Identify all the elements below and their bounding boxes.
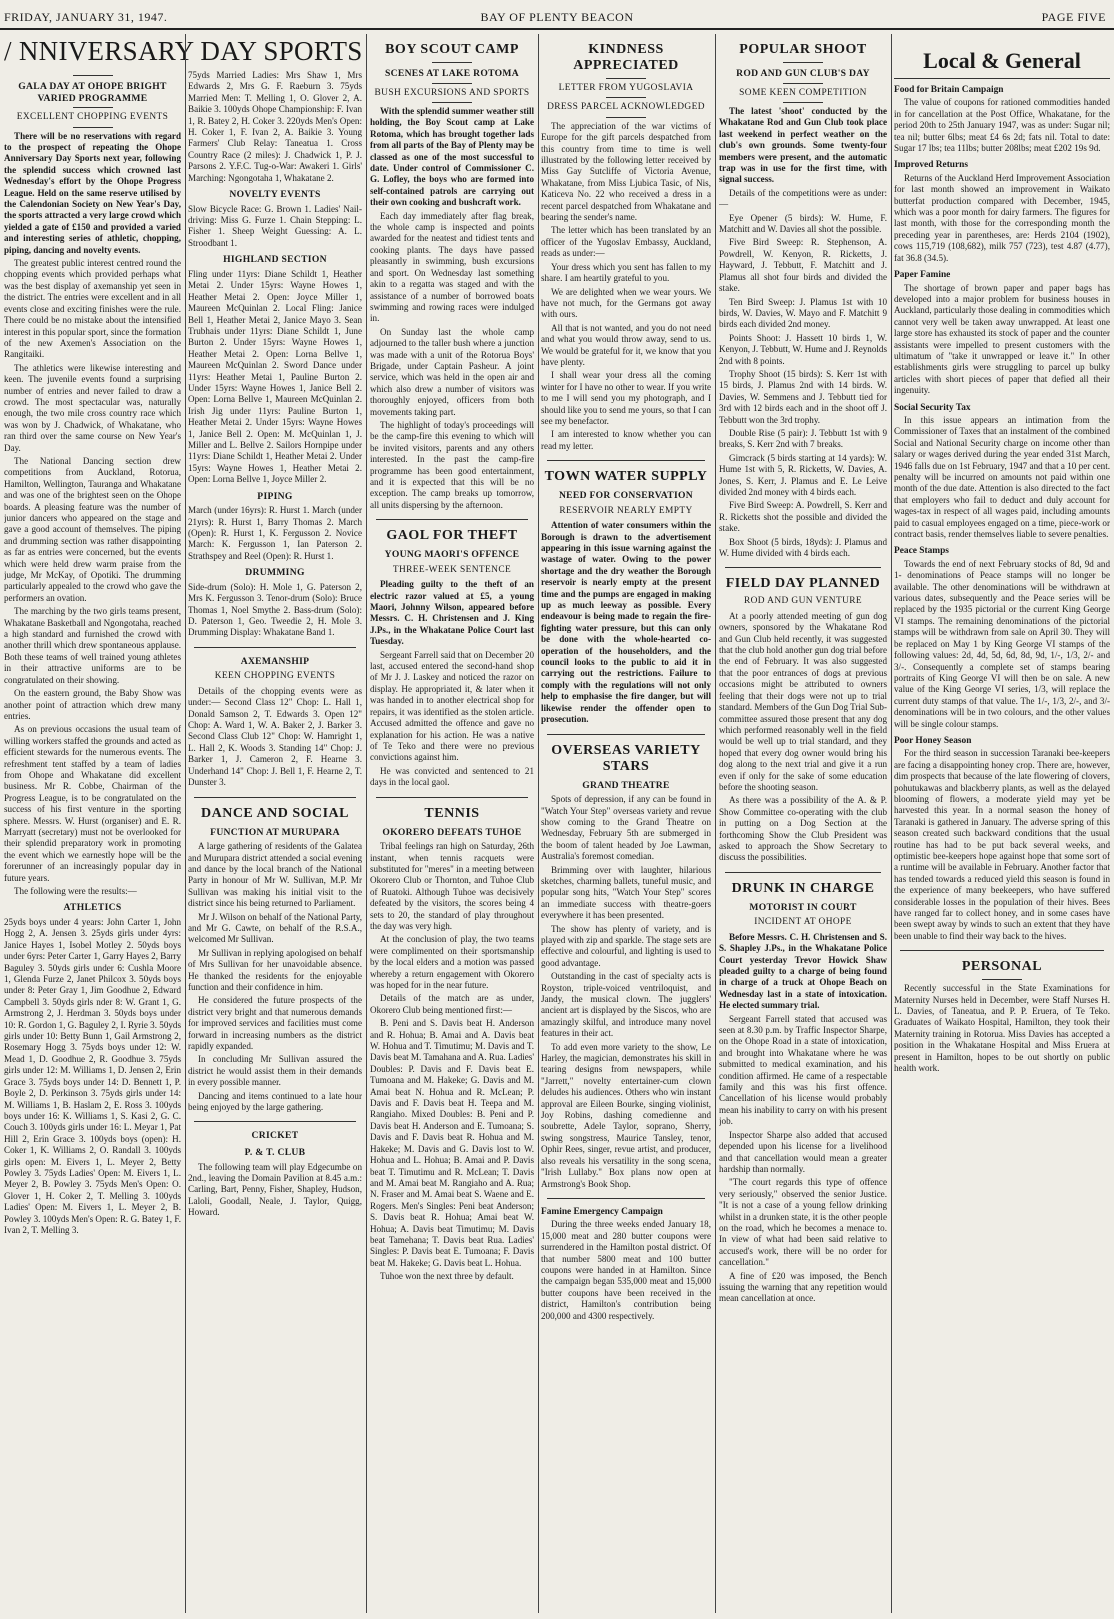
lake-rotoma-heading: SCENES AT LAKE ROTOMA [385,68,519,79]
paragraph: "The court regards this type of offence very seriously," observed the senior Justice. "It is not a case of a young fellow drinking whilst in a drunken state, it is the other people on the road, which he becomes a menace to. In view of what had been said relative to accused's work, there will be no order for cancellation." [719,1177,887,1268]
paragraph: I shall wear your dress all the coming winter for I have no other to wear. If you write to me I will send you my photograph, and I should like you to send me yours, so that I can see my benefactor. [541,370,711,426]
paragraph: At a poorly attended meeting of gun dog owners, sponsored by the Whakatane Rod and Gun Club held recently, it was suggested that the club hold another gun dog trial before the end of February. It was also suggested that the poor entrances of dogs at previous occasions might be attributed to owners feeling that their dogs were not up to trial standard. Members of the Gun Dog Trial Sub-committee assured those present that any dog which performed reasonably well in the field would be well up to trial standard, and they hoped that every dog owner would bring his dog along to the next trial and give it a run even if only for the sake of some education before the shooting season. [719,610,887,792]
paragraph: All that is not wanted, and you do not need and what you would throw away, send to us. We would be grateful for it, we know that you have plenty. [541,322,711,367]
paragraph: The value of coupons for rationed commodities handed in for cancellation at the Post Office, Whakatane, for the period 20th to 25th January 1947, was as under: Sugar nil; tea nil; butter 6lbs; meat £4 6s 2d; fats nil. Total to date: Sugar 17 lbs; tea 11lbs; butter 208lbs; meat £202 19s 9d. [894,97,1110,154]
personal-heading: PERSONAL [961,959,1043,975]
need-for-conservation-heading: NEED FOR CONSERVATION [558,490,694,502]
tennis-results: B. Peni and S. Davis beat H. Anderson and R. Hohua; B. Amai and A. Davis beat W. Hohua and T. Timutimu; M. Davis and T. Davis beat M. Tamahana and A. Rua. Ladies' Doubles: P. Davis and F. Davis beat E. Tumoana and M. Hakeke; G. Davis and M. Amai beat N. Hohua and R. McLean; P. Davis and F. Davis beat H. Teepa and M. Rangiaho. Mixed Doubles: B. Peni and P. Davis beat H. Anderson and E. Tumoana; S. Davis and F. Davis beat R. Hohua and M. Hakeke; M. Davis and G. Davis lost to W. Hohua and L. Hohua; B. Amai and P. Davis beat T. Timutimu and R. McLean; T. Davis and M. Amai beat M. Rangiaho and A. Rua; N. Fraser and M. Amai beat S. Waene and E. Rogers. Men's Singles: Peni beat Anderson; S. Davis beat R. Hohua; Amai beat W. Hohua; A. Davis beat Timutimu; M. Davis beat Tamehana; T. Davis beat Rua. Ladies' Singles: P. Davis beat E. Tumoana; F. Davis beat M. Hakeke; G. Davis beat L. Hohua. [370,1018,534,1268]
paragraph: Sergeant Farrell stated that accused was seen at 8.30 p.m. by Traffic Inspector Sharpe, on the Ohope Road in a state of intoxication, and brought into Whakatane where he was submitted to medical examination, and his condition affirmed. He came of a respectable family and this was his first offence. Cancellation of his license would probably mean his inability to carry on with his present job. [719,1013,887,1127]
column-5 [719,34,892,1613]
rod-and-gun-venture-heading: ROD AND GUN VENTURE [743,596,863,607]
paragraph: For the third season in succession Taranaki bee-keepers are facing a disappointing honey crop. There are, however, dim prospects that because of the late flowering of clovers, pohutukawas and blackberry plants, as well as the delayed blooming of flowers, a moderate yield may yet be harvested this year. In a normal season the honey of Taranaki is gathered in January. The adverse spring of this season created such backward conditions that the usual routine has had to be put back several weeks, and optimistic bee-keepers hope against hope that some sort of a runtime will be available in February. Another factor that has tended towards a reduced yield this season is found in the experience of many beekeepers, who have suffered considerable losses in the population of their hives. Bees have ranged far to collect honey, and in some cases have been swept away by winds to such an extent that they have been unable to find their way back to the hives. [894,748,1110,941]
grand-theatre-heading: GRAND THEATRE [582,779,670,791]
divider [432,83,472,84]
paragraph: Towards the end of next February stocks of 8d, 9d and 1- denominations of Peace stamps will no longer be available. The other denominations will be withdrawn at various dates, subsequently and the Peace series will be replaced by the 1935 pictorial or the current King George VI stamps. The remaining denominations of the pictorial stamps will be withdrawn from sale on April 30. They will be replaced on May 1 by King George VI stamps of the following values: 2d, 4d, 5d, 6d, 8d, 9d, 1/-, 1/3, 2/- and 3/-. Consequently a complete set of stamps bearing portraits of King George VI will then be on sale. A new value of the King George VI series, 1/3, will replace the current duty stamps of that value. The 1/-, 1/3, 2/-, and 3/- denominations will be in two colours, and the other values will be single colour stamps. [894,558,1110,729]
motorist-in-court-heading: MOTORIST IN COURT [749,901,857,913]
column-2 [188,34,367,1613]
anniversary-day-sports-title: / NNIVERSARY DAY SPORTS [4,36,363,66]
shoot-lead-paragraph: The latest 'shoot' conducted by the Whakatane Rod and Gun Club took place last weekend in perfect weather on the club's own grounds. Some twenty-four members were present, and the automatic trap was in use for the first time, with signal success. [719,106,887,185]
paragraph: Outstanding in the cast of specialty acts is Royston, triple-voiced ventriloquist, and Jandy, the musical clown. The jugglers' ancient art is displayed by the Siscos, who are amazingly skilful, and introduce many novel features in their act. [541,971,711,1039]
divider [547,734,705,735]
novelty-events-heading: NOVELTY EVENTS [229,189,321,201]
paragraph: A large gathering of residents of the Galatea and Murupara district attended a social evening and dance by the local branch of the National Party in honour of Mr W. Sullivan, M.P. Mr Sullivan was making his initial visit to the district since his being returned to Parliament. [188,841,362,909]
highland-section-heading: HIGHLAND SECTION [223,254,327,266]
poor-honey-season-heading: Poor Honey Season [894,735,972,746]
dance-and-social-heading: DANCE AND SOCIAL [200,805,350,821]
divider [432,102,472,103]
divider [606,78,646,79]
paragraph: Tuhoe won the next three by default. [380,1271,514,1282]
kindness-appreciated-heading: KINDNESS APPRECIATED [573,42,679,73]
boy-scout-camp-heading: BOY SCOUT CAMP [385,42,519,57]
axemanship-results: Details of the chopping events were as under:— Second Class 12" Chop: L. Hall 1, Donald Samson 2, T. Edwards 3. Open 12" Chop: A. Ward 1, W. A. Baker 2, J. Barker 3. Second Class Club 12" Chop: W. Hamright 1, L. Hall 2, K. Woods 3. Standing 14" Chop: J. Barker 1, J. Cameron 2, F. Hearne 3. Underhand 14" Chop: J. Bell 1, F. Hearne 2, T. Dunster 3. [188,685,362,788]
paragraph: Points Shoot: J. Hassett 10 birds 1, W. Kenyon, J. Tebbutt, W. Hume and J. Reynolds 2nd with 8 points. [719,332,887,366]
divider [194,1121,356,1122]
letter-from-yugoslavia-heading: LETTER FROM YUGOSLAVIA [558,83,694,93]
drunk-lead-paragraph: Before Messrs. C. H. Christensen and S. S. Shapley J.Ps., in the Whakatane Police Court yesterday Trevor Howick Shaw pleaded guilty to a charge of being found in charge of a truck at Ohope Beach on Wednesday last in a state of intoxication. He elected summary trial. [719,931,887,1011]
divider [783,83,823,84]
divider [432,62,472,63]
axemanship-heading: AXEMANSHIP [240,655,310,667]
paragraph: The letter which has been translated by an officer of the Yugoslav Embassy, Auckland, reads as under:— [541,225,711,259]
paragraph: At the conclusion of play, the two teams were complimented on their sportsmanship by the local elders and a motion was passed whereby a return engagement with Okorero was hoped for in the near future. [370,934,534,990]
divider [73,107,113,108]
divider [606,97,646,98]
keen-competition-heading: SOME KEEN COMPETITION [739,87,867,98]
paragraph: Details of the competitions were as under:— [719,187,887,210]
field-day-planned-heading: FIELD DAY PLANNED [725,576,881,592]
divider [982,979,1022,980]
paragraph: The following team will play Edgecumbe on 2nd., leaving the Domain Pavilion at 8.45 a.m.: Carling, Bart, Penny, Fisher, Shapley, Hudson, Laloli, Goodall, Neale, J. Taylor, Quigg, Howard. [188,1161,362,1218]
scout-lead-paragraph: With the splendid summer weather still holding, the Boy Scout camp at Lake Rotoma, which has brought together lads from all parts of the Bay of Plenty may be classed as one of the most successful to date. Under control of Commissioner C. G. Lofley, the boys who are formed into self-contained patrols are carrying out their own cooking and bushcraft work. [370,106,534,208]
paragraph: We are delighted when we wear yours. We have not much, for the Germans got away with ours. [541,286,711,320]
gaol-lead-paragraph: Pleading guilty to the theft of an electric razor valued at £5, a young Maori, Johnny Wilson, appeared before Messrs. C. H. Christensen and J. King J.Ps., in the Whakatane Police Court last Tuesday. [370,579,534,647]
paragraph: Mr J. Wilson on behalf of the National Party, and Mr G. Cawte, on behalf of the R.S.A., welcomed Mr Sullivan. [188,911,362,945]
column-1 [4,34,186,1613]
divider [725,567,881,568]
divider [547,1198,705,1199]
paragraph: He was convicted and sentenced to 21 days in the local gaol. [370,765,534,788]
town-water-supply-heading: TOWN WATER SUPPLY [544,469,708,485]
paragraph: The greatest public interest centred round the chopping events which provided perhaps what was the best display of axemanship yet seen in the district. The entries were excellent and in all events close and exciting finishes were the rule. There could be no mistake about the intensified interest in this popular sport, since the formation of the new Axemen's Association on the Rangitaiki. [4,258,181,360]
paragraph: Five Bird Sweep: R. Stephenson, A. Powdrell, W. Kenyon, R. Ricketts, J. Hayward, J. Tebbutt, F. Matchitt and J. Plamus all shot four birds and divided the stake. [719,237,887,294]
drumming-heading: DRUMMING [245,567,305,579]
paragraph: On the eastern ground, the Baby Show was another point of attraction which drew many entries. [4,688,181,721]
paragraph: The show has plenty of variety, and is played with zip and sparkle. The stage sets are effective and colourful, and lighting is used to good advantage. [541,923,711,968]
paragraph: In this issue appears an intimation from the Commissioner of Taxes that an instalment of the combined Social and National Security charge on income other than salary or wages derived during the year ended 31st March, 1946 falls due on 1st February, 1947 and that a 10 per cent. penalty will be incurred on amounts not paid within one month of the due date. Attention is also directed to the fact that employers who fail to deduct and duly account for wages-tax in respect of all wages paid, including amounts paid to casual employees engaged on a time, piece-work or contract basis, render themselves liable to severe penalties. [894,414,1110,540]
sports-lead-paragraph: There will be no reservations with regard to the prospect of repeating the Ohope Anniversary Day Sports next year, following the splendid success which crowned last Wednesday's effort by the Ohope Progress League. Held on the same reserve utilised by the Calendonian Society on New Year's Day, the sports attracted a very large crowd which yielded a gate of £150 and provided a varied and interesting series of athletic, chopping, piping, dancing and novelty events. [4,130,181,255]
popular-shoot-heading: POPULAR SHOOT [739,42,867,57]
divider [376,519,528,520]
paragraph: Double Rise (5 pair): J. Tebbutt 1st with 9 breaks, S. Kerr 2nd with 7 breaks. [719,427,887,450]
paragraph: Five Bird Sweep: A. Powdrell, S. Kerr and R. Ricketts shot the possible and divided the stake. [719,500,887,534]
paragraph: Tribal feelings ran high on Saturday, 26th instant, when tennis racquets were substituted for "meres" in a meeting between Okorero Club or Thornton, and Tuhoe Club of Ruatoki. Although Tuhoe was decisively defeated by the visitors, the scores being 4 sets to 20, the standard of play throughout the day was very high. [370,841,534,931]
local-and-general-title: Local & General [894,48,1110,79]
divider [783,102,823,103]
paragraph: As on previous occasions the usual team of willing workers staffed the grounds and acted as efficient stewards for the numerous events. The refreshment tent staffed by a team of ladies from Ohope and Whakatane did excellent business. Mr R. Cobbe, Chairman of the Progress League, is to be congratulated on the success of his first venture in the sporting sphere. Messrs. W. Hurst (organiser) and E. R. Marryatt (secretary) must not be overlooked for their splendid preparatory work in promoting the event which we earnestly hope will be the forerunner of an increasingly popular day in future years. [4,724,181,883]
paragraph: Sergeant Farrell said that on December 20 last, accused entered the second-hand shop of Mr J. J. Laskey and noticed the razor on display. He appropriated it, & later when it was handed in to another electrical shop for repairs, it was identified as the stolen article. Accused admitted the offence and gave no explanation for his action. He was a native of Te Teko and there were no previous convictions against him. [370,649,534,763]
paragraph: The following were the results:— [14,886,137,896]
paragraph: Mr Sullivan in replying apologised on behalf of Mrs Sullivan for her unavoidable absence. He thanked the residents for the enjoyable function and their confidence in him. [188,947,362,992]
three-week-sentence-heading: THREE-WEEK SENTENCE [392,564,512,575]
paragraph: As there was a possibility of the A. & P. Show Committee co-operating with the club in putting on a Dog Section at the forthcoming Show the Club President was asked to approach the Show Secretary to discuss the possibilities. [719,795,887,863]
divider [194,647,356,648]
paragraph: The National Dancing section drew competitions from Auckland, Rotorua, Hamilton, Wellington, Tauranga and Whakatane and was one of the brightest seen on the Ohope boards. A pleasing feature was the number of junior dancers who appeared on the stage and gave a good account of themselves. The piping and drumming section was rather disappointing as far as entries were concerned, but the events which were held drew warm praise from the judge, Mr McKay, of Opotiki. The drumming particularly appealed to the crowd who gave the performers an ovation. [4,455,181,603]
paragraph: Spots of depression, if any can be found in "Watch Your Step" overseas variety and revue show coming to the Grand Theatre on Wednesday, February 5th are submerged in the boom of talent headed by Joe Lawman, Australia's foremost comedian. [541,794,711,862]
paragraph: Gimcrack (5 birds starting at 14 yards): W. Hume 1st with 5, R. Ricketts, W. Davies, A. Jones, S. Kerr, J. Plamus and E. Le Leive divided 2nd money with 4 birds each. [719,452,887,497]
keen-chopping-heading: KEEN CHOPPING EVENTS [214,671,336,682]
page-number: PAGE FIVE [1041,10,1106,24]
pt-club-heading: P. & T. CLUB [244,1147,306,1159]
improved-returns-heading: Improved Returns [894,160,969,171]
famine-campaign-heading: Famine Emergency Campaign [541,1206,663,1217]
athletics-results: 25yds boys under 4 years: John Carter 1, John Hogg 2, A. Jensen 3. 25yds girls under 4yrs: Janice Hayes 1, Isobel Motley 2. 50yds boys under 6yrs: Peter Carter 1, Garry Hayes 2, Barry Baguley 3. 50yds girls under 6: Cushla Moore 1, Glenda Furze 2, Janet Philcox 3. 50yds boys under 8: Peter Gray 1, Jim Goodhue 2, Edward Campbell 3. 50yds girls nder 8: W. Grant 1, G. Armstrong 2, J. Herdman 3. 50yds boys under 10: R. Gordon 1, G. Baguley 2, I. Ryrie 3. 50yds girls under 10: Betty Bunn 1, Gail Armstrong 2, Rosemary Hogg 3. 75yds boys under 12: W. Mead 1, D. Goodhue 2, R. Goodhue 3. 75yds girls under 12: M. Williams 1, D. Jensen 2, Erin Grace 3. 75yds boys under 14: D. Bennett 1, P. Boyle 2, D. Perkinson 3. 75yds girls under 14: M. Williams 1, B. Haslam 2, E. Ross 3. 100yds boys under 16: K. Williams 1, S. Kasi 2, G. C. Couch 3. 100yds girls under 16: L. Meyar 1, Pat Hill 2, Erin Grace 3. 100yds boys (open): H. Coker 1, K. Williams 2, O. Randall 3. 100yds girls open: M. Eivers 1, L. Meyer 2, Betty Powley 3. 75yds Ladies' Open: M. Eivers 1, L. Meyer 2, B. Powley 3. 75yds Men's Open: O. Glover 1, H. Coker 2, T. Melling 3. 100yds Ladies' Open: M. Eivers 1, L. Meyer 2, B. Powley 3. 100yds Men's Open: R. G. Batey 1, F. Ivan 2, T. Melling 3. [4,917,181,1235]
newspaper-name: BAY OF PLENTY BEACON [480,10,634,24]
paragraph: The marching by the two girls teams present, Whakatane Basketball and Ngongotaha, reached a high standard and furnished the crowd with another thrill which drew spontaneous applause. Both these teams of well trained young athletes in their attractive uniforms are to be congratulated on their showing. [4,606,181,685]
paragraph: Trophy Shoot (15 birds): S. Kerr 1st with 15 birds, J. Plamus 2nd with 14 birds. W. Davies, W. Semmens and J. Tebbutt tied for 3rd with 12 birds each and in the shoot off J. Tebbutt won the 3rd trophy. [719,368,887,425]
bush-excursions-heading: BUSH EXCURSIONS AND SPORTS [374,87,530,98]
column-3 [370,34,539,1613]
paragraph: Eye Opener (5 birds): W. Hume, F. Matchitt and W. Davies all shot the possible. [719,212,887,235]
paragraph: The shortage of brown paper and paper bags has developed into a major problem for business houses in Auckland, particularly those dealing in commodities which cannot very well be taken away unwrapped. At least one large store has exhausted its stock of paper and the counter assistants were impelled to present customers with the ultimatum of "take it unwrapped or leave it." In other establishments girls were struggling to parcel up bulky articles with short pieces of paper that defied all their ingenuity. [894,282,1110,396]
masthead [0,6,1114,30]
drumming-results: Side-drum (Solo): H. Mole 1, G. Paterson 2, Mrs K. Fergusson 3. Tenor-drum (Solo): Bruce Thomas 1, Noel Smythe 2. Bass-drum (Solo): D. Paterson 1, Geo. Tweedie 2, H. Mole 3. Drumming Display: Whakatane Band 1. [188,581,362,638]
gaol-for-theft-heading: GAOL FOR THEFT [386,528,518,544]
overseas-variety-stars-heading: OVERSEAS VARIETY STARS [551,742,701,774]
divider [725,872,881,873]
paragraph: In concluding Mr Sullivan assured the district he would assist them in their demands in every possible manner. [188,1054,362,1088]
paragraph: I am interested to know whether you can read my letter. [541,429,711,451]
issue-date: FRIDAY, JANUARY 31, 1947. [4,10,168,24]
paragraph: Returns of the Auckland Herd Improvement Association for last month showed an improvement in Waikato butterfat production compared with December, 1945, which was a poor month for dairy farmers. The figures for last month, with those for the corresponding month the preceding year in parentheses, are: Herds 2104 (1902), cows 115,719 (108,682), milk 757 (723), test 4.87 (4.77), fat 36.8 (34.5). [894,172,1110,263]
novelty-results: Slow Bicycle Race: G. Brown 1. Ladies' Nail-driving: Miss G. Furze 1. Chain Stepping: L. Fisher 1. Sheep Weight Guessing: A. L. Stroodbant 1. [188,203,362,248]
divider [606,117,646,118]
tennis-heading: TENNIS [424,805,480,821]
paragraph: Ten Bird Sweep: J. Plamus 1st with 10 birds, W. Davies, W. Mayo and F. Matchitt 9 birds each divided 2nd money. [719,296,887,330]
athletics-results-continued: 75yds Married Ladies: Mrs Shaw 1, Mrs Edwards 2, Mrs G. F. Raeburn 3. 75yds Married Men: T. Melling 1, O. Glover 2, A. Baikie 3. 100yds Ohope Championship: F. Ivan 1, R. Batey 2, H. Coker 3. 220yds Men's Open: H. Coker 1, F. Ivan 2, A. Baikie 3. Young Farmers' Club Relay: Taneatua 1. Cross Country Race (2 miles): J. Chadwick 1, P. J. Parsons 2. Y.F.C. Tug-o-War: Awakeri 1. Girls' Marching: Ngongotaha 1, Whakatane 2. [188,70,362,183]
paragraph: He considered the future prospects of the district very bright and that numerous demands for improved services and facilities must come forward in increasing numbers as the district rapidly expanded. [188,995,362,1051]
cricket-heading: CRICKET [251,1130,299,1142]
athletics-heading: ATHLETICS [63,902,122,914]
divider [73,75,113,76]
food-for-britain-heading: Food for Britain Campaign [894,85,1004,95]
function-at-murupara-heading: FUNCTION AT MURUPARA [210,826,340,838]
paragraph: The highlight of today's proceedings will be the camp-fire this evening to which will be invited visitors, parents and any others interested. In the past the camp-fire programme has been good entertainment, and it is expected that this will be no exception. The camp breaks up tomorrow, all units dispersing by the afternoon. [370,419,534,510]
reservoir-nearly-empty-heading: RESERVOIR NEARLY EMPTY [559,505,693,516]
peace-stamps-heading: Peace Stamps [894,546,949,557]
kindness-lead-paragraph: The appreciation of the war victims of Europe for the gift parcels despatched from this country from time to time is well illustrated by the following letter received by Miss Gay Sutcliffe of Victoria Avenue, Whakatane, from Miss Ljubica Tasic, of Nis, Katicevа No. 22 who received a dress in a recent parcel despatched from Whakatane and bearing the sender's name. [541,120,711,223]
paragraph: The athletics were likewise interesting and keen. The juvenile events found a surprising number of entries and never failed to draw a crowd. The most spectacular was, naturally enough, the two mile cross country race which was won by J. Chadwick, of Whakatane, who ran third over the same course on New Year's Day. [4,362,181,453]
paragraph: Details of the match are as under, Okorero Club being mentioned first:— [370,993,534,1015]
highland-results: Fling under 11yrs: Diane Schildt 1, Heather Metai 2. Under 15yrs: Wayne Howes 1, Heather Metai 2. Open: Joyce Miller 1, Maureen McQuinlan 2. Local Fling: Janice Bell 1, Heather Metai 2, Janice Mayo 3. Sean Trubhais under 11yrs: Diane Schildt 1, June Burton 2. Under 15yrs: Wayne Howes 1, Heather Metai 2. Open: Lorna Bellve 1, Maureen McQuinlan 2. Sword Dance under 11yrs: Heather Metai 1, Pauline Burton 2. Under 15yrs: Wayne Howes 1, Janice Bell 2. Open: Lorna Bellve 1, Maureen McQuinlan 2. Irish Jig under 11yrs: Pauline Burton 1, Heather Metai 2. Under 15yrs: Wayne Howes 1, Janice Bell 2. Open: M. McQuinlan 1, J. Miller and L. Bellve 2. Sailors Hornpipe under 11yrs: Diane Schildt 1, Heather Metai 2. Under 15yrs: Wayne Howes 1, Heather Metai 2. Open: Lorna Bellve 1, Joyce Miller 2. [188,268,362,485]
divider [547,460,705,461]
paragraph: To add even more variety to the show, Le Harley, the magician, demonstrates his skill in tearing designs from newspapers, while "Jarrett," novelty entertainer-cum clown deludes his audiences. Others who win instant approval are Eileen Bourke, singing violinist, Joy Robins, dashing comedienne and soubrette, Adele Taylor, soprano, Sherry, swing songstress, Maurice Tansley, tenor, Ophir Rees, singer, revue artist, and producer, also reveals his versatility in the song scena, "Irish Lullaby." Box plans now open at Armstrong's Book Shop. [541,1041,711,1189]
social-security-tax-heading: Social Security Tax [894,402,971,413]
paragraph: A fine of £20 was imposed, the Bench issuing the warning that any repetition would mean cancellation at once. [719,1270,887,1304]
piping-results: March (under 16yrs): R. Hurst 1. March (under 21yrs): R. Hurst 1, Barry Thomas 2. March (Open): R. Hurst 1, K. Fergusson 2. Novice March: K. Fergusson 1, Ian Paterson 2. Strathspey and Reel (Open): R. Hurst 1. [188,505,362,561]
divider [73,127,113,128]
column-4 [541,34,716,1613]
paragraph: Each day immediately after flag break, the whole camp is inspected and points awarded for the neatest and tidiest tents and cooking plants. The days have passed pleasantly in swimming, bush excursions and sport. On Wednesday last something akin to a regatta was staged and with the assistance of a number of borrowed boats swimming and rowing races were indulged in. [370,210,534,324]
rod-and-gun-day-heading: ROD AND GUN CLUB'S DAY [736,68,870,79]
okorero-defeats-tuhoe-heading: OKORERO DEFEATS TUHOE [382,826,522,838]
divider [376,797,528,798]
divider [194,797,356,798]
piping-heading: PIPING [257,490,293,502]
paragraph: On Sunday last the whole camp adjourned to the taller bush where a junction was made with a unit of the Rotorua Boys' Brigade, under Captain Pasheur. A joint service, which was held in the open air and which also drew a number of visitors was thoroughly enjoyed, officers from both movements taking part. [370,326,534,417]
gala-day-heading: GALA DAY AT OHOPE BRIGHT VARIED PROGRAMME [18,81,167,104]
excellent-chopping-heading: EXCELLENT CHOPPING EVENTS [16,112,169,123]
paper-famine-heading: Paper Famine [894,270,951,281]
paragraph: Recently successful in the State Examinations for Maternity Nurses held in December, were Staff Nurses H. L. Davies, of Taneatua, and P. P. Eruera, of Te Teko. Graduates of Waikato Hospital, Hamilton, they took their Maternity training in Rotorua. Miss Davies has accepted a position in the Whakatane Hospital and Miss Eruera at present in Hamilton, hopes to be out shortly on public health work. [894,983,1110,1074]
column-6 [894,34,1110,1613]
water-lead-paragraph: Attention of water consumers within the Borough is drawn to the advertisement appearing in this issue warning against the wastage of water. Owing to the power shortage and the dry weather the Borough reservoir is nearly empty at the present time and the pumps are engaged in making up as much leeway as possible. Every endeavour is being made to regain the fire-fighting water pressure, but this can only be done with the whole-hearted co-operation of the householders, and the council looks to the public to aid it in carrying out the restrictions. Failure to comply with the regulations will not only help to emphasise the fire danger, but will likewise render the offender open to prosecution. [541,520,711,725]
incident-at-ohope-heading: INCIDENT AT OHOPE [754,917,852,928]
drunk-in-charge-heading: DRUNK IN CHARGE [731,880,875,896]
paragraph: During the three weeks ended January 18, 15,000 meat and 280 butter coupons were surrendered in the Hamilton postal district. Of that number 5800 meat and 100 butter coupons were handed in at Hamilton. Since the campaign began 535,000 meat and 15,000 butter coupons have been received in the district, Hamilton's contribution being 200,000 and 4300 respectively. [541,1219,711,1321]
paragraph: Inspector Sharpe also added that accused depended upon his license for a livelihood and that cancellation would mean a greater hardship than normally. [719,1129,887,1174]
paragraph: Dancing and items continued to a late hour being enjoyed by the large gathering. [188,1090,362,1113]
divider [783,62,823,63]
paragraph: Your dress which you sent has fallen to my share. I am heartily grateful to you. [541,261,711,284]
dress-parcel-heading: DRESS PARCEL ACKNOWLEDGED [547,102,705,113]
paragraph: Brimming over with laughter, hilarious sketches, charming ballets, tuneful music, and popular song hits, "Watch Your Step" scores an immediate success with theatre-goers everywhere it has been presented. [541,864,711,921]
young-maori-offence-heading: YOUNG MAORI'S OFFENCE [384,549,520,561]
paragraph: Box Shoot (5 birds, 18yds): J. Plamus and W. Hume divided with 4 birds each. [719,536,887,559]
divider [900,950,1104,951]
